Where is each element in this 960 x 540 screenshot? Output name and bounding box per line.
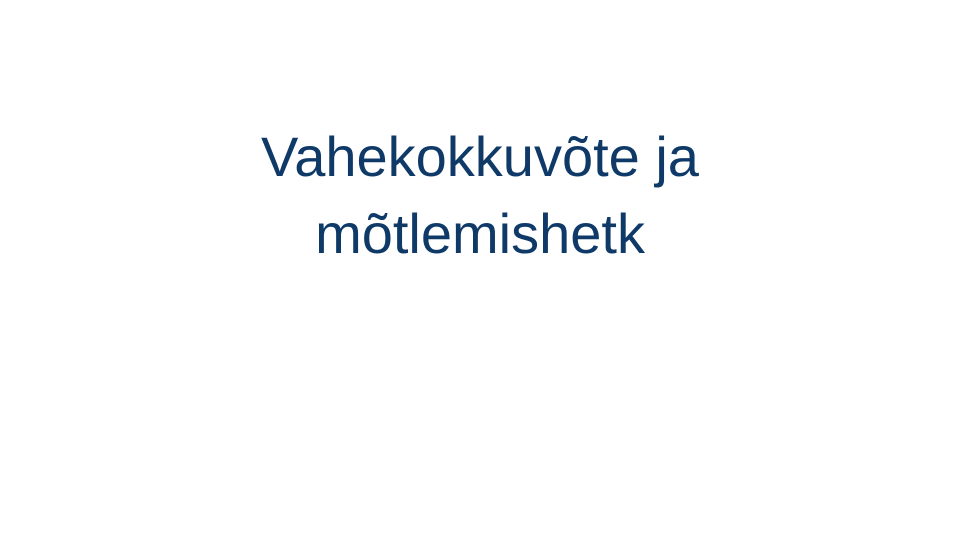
slide-title-line-1: Vahekokkuvõte ja	[261, 125, 699, 188]
slide-title-line-2: mõtlemishetk	[315, 202, 645, 265]
slide-title	[0, 118, 960, 272]
